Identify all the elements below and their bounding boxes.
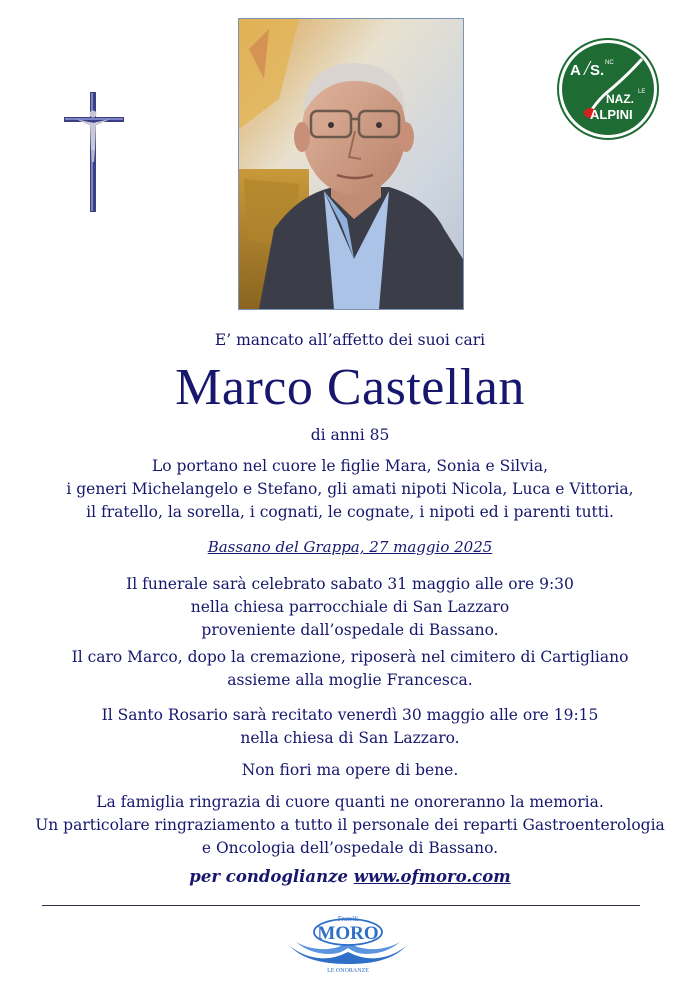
crucifix-icon [62, 90, 126, 214]
deceased-name: Marco Castellan [175, 359, 525, 416]
funeral-line-2: nella chiesa parrocchiale di San Lazzaro [190, 598, 510, 616]
thanks-line-3: e Oncologia dell’ospedale di Bassano. [201, 839, 499, 857]
alpini-association-logo [556, 37, 660, 141]
bottom-divider [42, 905, 640, 906]
moro-funeral-logo [286, 912, 410, 974]
logo-letter-a: A [570, 62, 581, 79]
burial-line-2: assieme alla moglie Francesca. [227, 671, 473, 689]
portrait-photo [238, 18, 464, 310]
rosary-line-2: nella chiesa di San Lazzaro. [240, 729, 460, 747]
funeral-line-1: Il funerale sarà celebrato sabato 31 maggio alle ore 9:30 [126, 575, 574, 593]
logo-sup-nc: NC [605, 60, 614, 66]
thanks-line-1: La famiglia ringrazia di cuore quanti ne onoreranno la memoria. [96, 793, 604, 811]
funeral-line-3: proveniente dall’ospedale di Bassano. [201, 621, 499, 639]
thanks-line-2: Un particolare ringraziamento a tutto il personale dei reparti Gastroenterologia [35, 816, 665, 834]
age-text: di anni 85 [310, 426, 390, 444]
burial-line-1: Il caro Marco, dopo la cremazione, riposerà nel cimitero di Cartigliano [71, 648, 629, 666]
moro-name: MORO [317, 923, 379, 944]
rosary-line-1: Il Santo Rosario sarà recitato venerdì 30 maggio alle ore 19:15 [101, 706, 599, 724]
logo-alpini: ALPINI [590, 107, 633, 122]
city-date [0, 538, 700, 556]
family-line-2: i generi Michelangelo e Stefano, gli amati nipoti Nicola, Luca e Vittoria, [66, 480, 634, 498]
condolences-label: per condoglianze [189, 867, 348, 886]
no-flowers-text: Non fiori ma opere di bene. [241, 761, 459, 779]
condolences-link[interactable]: www.ofmoro.com [353, 867, 511, 886]
family-line-1: Lo portano nel cuore le figlie Mara, Sonia e Silvia, [152, 457, 548, 475]
moro-fratelli: Fratelli [337, 915, 359, 923]
svg-text:S.: S. [590, 62, 605, 79]
city-date-text: Bassano del Grappa, 27 maggio 2025 [207, 538, 493, 556]
family-line-3: il fratello, la sorella, i cognati, le cognate, i nipoti ed i parenti tutti. [86, 503, 614, 521]
intro-text: E’ mancato all’affetto dei suoi cari [214, 331, 486, 349]
moro-tagline: LE ONORANZE [327, 968, 369, 974]
logo-naz: NAZ. [606, 92, 634, 106]
svg-text:/: / [584, 56, 590, 80]
condolences-line [0, 867, 700, 886]
logo-sup-le: LE [638, 89, 646, 95]
